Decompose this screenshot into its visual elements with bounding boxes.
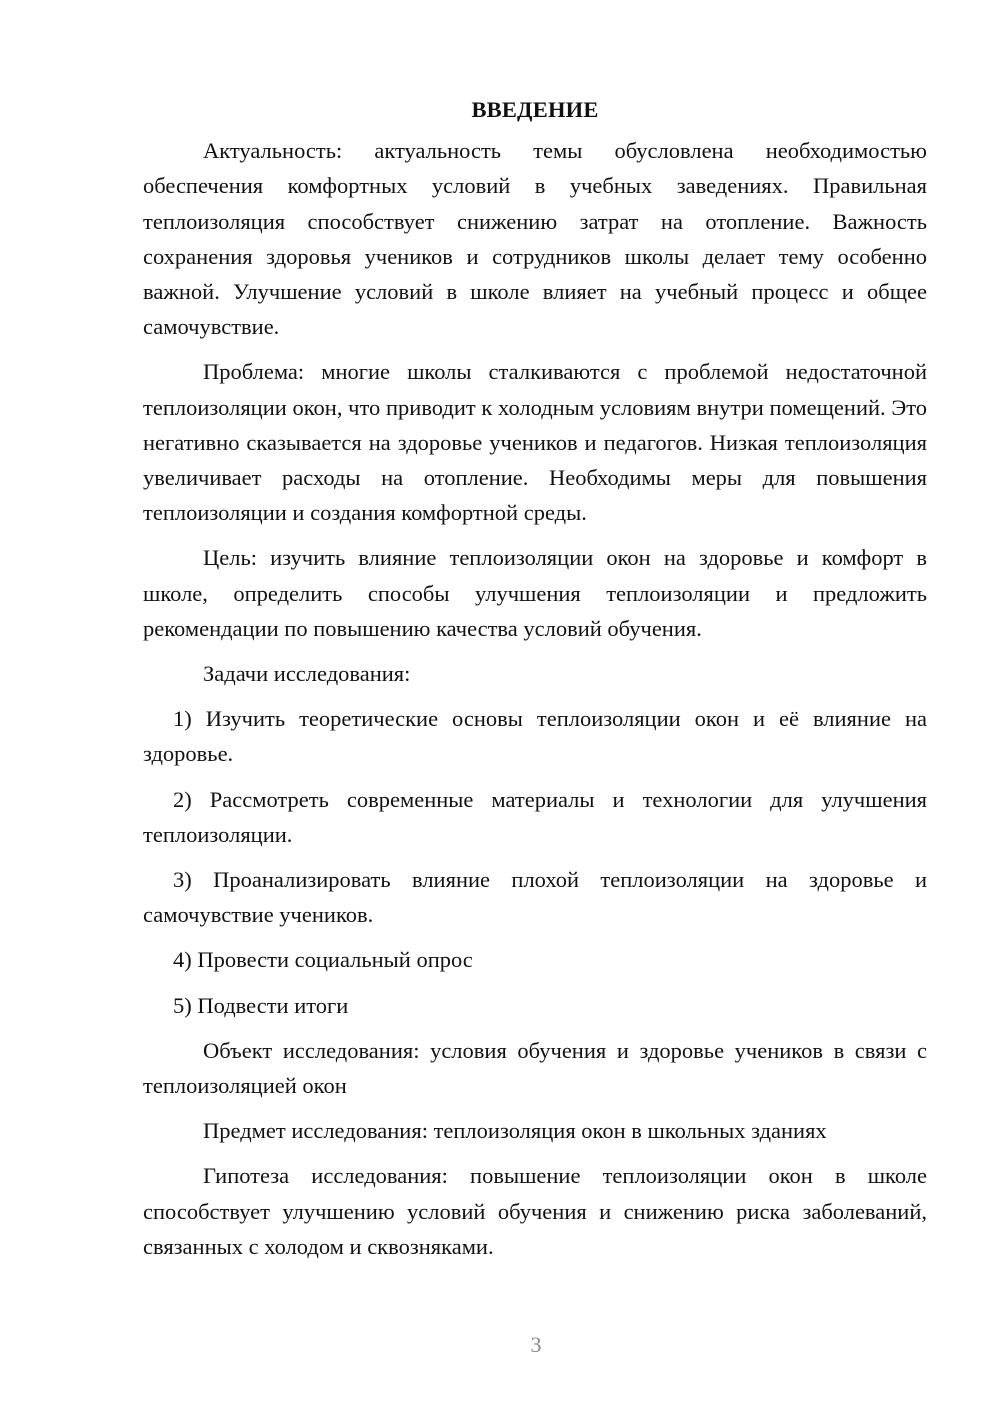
object-paragraph: Объект исследования: условия обучения и здоровье учеников в связи с теплоизоляцией окон — [143, 1037, 927, 1099]
page-number: 3 — [530, 1332, 542, 1357]
task-item-2: 2) Рассмотреть современные материалы и технологии для улучшения теплоизоляции. — [143, 786, 927, 847]
section-heading: ВВЕДЕНИЕ — [471, 97, 599, 122]
task-item-5: 5) Подвести итоги — [173, 992, 349, 1018]
subject-paragraph: Предмет исследования: теплоизоляция окон в школьных зданиях — [203, 1118, 827, 1144]
hypothesis-paragraph: Гипотеза исследования: повышение теплоизоляции окон в школе способствует улучшению условий обучения и снижению риска заболеваний, связанных с холодом и сквозняками. — [143, 1163, 927, 1259]
task-item-4: 4) Провести социальный опрос — [173, 947, 473, 973]
document-page — [143, 92, 927, 1274]
task-item-1: 1) Изучить теоретические основы теплоизоляции окон и её влияние на здоровье. — [143, 706, 927, 767]
task-item-3: 3) Проанализировать влияние плохой теплоизоляции на здоровье и самочувствие учеников. — [143, 867, 927, 928]
problem-paragraph: Проблема: многие школы сталкиваются с проблемой недостаточной теплоизоляции окон, что приводит к холодным условиям внутри помещений. Это негативно сказывается на здоровье учеников и педагогов. Низкая теплоизоляция увеличивает расходы на отопление. Необходимы меры для повышения теплоизоляции и создания комфортной среды. — [143, 359, 927, 526]
tasks-title: Задачи исследования: — [203, 661, 411, 687]
relevance-paragraph: Актуальность: актуальность темы обусловлена необходимостью обеспечения комфортных условий в учебных заведениях. Правильная теплоизоляция способствует снижению затрат на отопление. Важность сохранения здоровья учеников и сотрудников школы делает тему особенно важной. Улучшение условий в школе влияет на учебный процесс и общее самочувствие. — [143, 138, 927, 340]
goal-paragraph: Цель: изучить влияние теплоизоляции окон на здоровье и комфорт в школе, определить способы улучшения теплоизоляции и предложить рекомендации по повышению качества условий обучения. — [143, 545, 927, 641]
